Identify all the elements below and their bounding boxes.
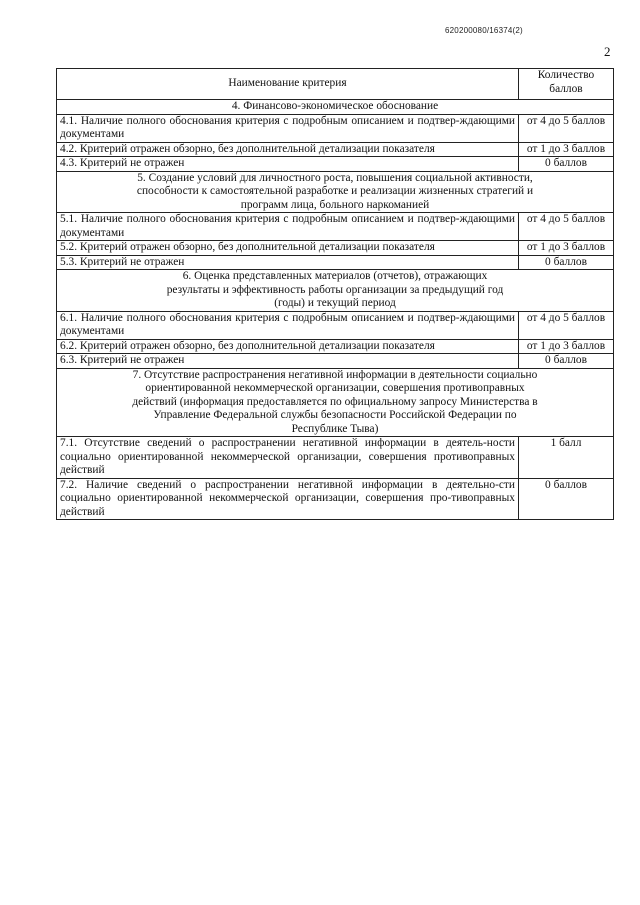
section-title	[57, 368, 614, 437]
criterion-score: от 4 до 5 баллов	[519, 114, 614, 142]
section-title-text: 7. Отсутствие распространения негативной информации в деятельности социально ориентированной некоммерческой организации, совершения противоправных действий (информация предоставляется по официальному запросу Министерства в Управление Федеральной службы безопасности Российской Федерации по Республике Тыва)	[132, 368, 538, 435]
criterion-text: 7.1. Отсутствие сведений о распространении негативной информации в деятель-ности социально ориентированной некоммерческой организации, совершения противоправных действий	[57, 437, 519, 479]
criterion-score: от 4 до 5 баллов	[519, 213, 614, 241]
header-criterion-name: Наименование критерия	[57, 69, 519, 100]
document-code: 620200080/16374(2)	[445, 26, 523, 35]
table-header-row	[57, 69, 614, 100]
criterion-score: 0 баллов	[519, 478, 614, 520]
section-row	[57, 100, 614, 115]
table-row	[57, 354, 614, 369]
table-row	[57, 241, 614, 256]
criterion-text: 4.1. Наличие полного обоснования критерия с подробным описанием и подтвер-ждающими документами	[57, 114, 519, 142]
section-row	[57, 270, 614, 312]
criterion-text: 6.1. Наличие полного обоснования критерия с подробным описанием и подтвер-ждающими документами	[57, 311, 519, 339]
section-row	[57, 368, 614, 437]
criterion-text: 5.3. Критерий не отражен	[57, 255, 519, 270]
section-title-text: 6. Оценка представленных материалов (отчетов), отражающих результаты и эффективность работы организации за предыдущий год (годы) и текущий период	[166, 270, 504, 309]
table-row	[57, 478, 614, 520]
table-row	[57, 114, 614, 142]
table-row	[57, 339, 614, 354]
section-title	[57, 171, 614, 213]
section-row	[57, 171, 614, 213]
criteria-table	[56, 68, 614, 520]
criterion-text: 7.2. Наличие сведений о распространении негативной информации в деятельно-сти социально ориентированной некоммерческой организации, совершения про-тивоправных действий	[57, 478, 519, 520]
table-row	[57, 213, 614, 241]
header-score: Количество баллов	[519, 69, 614, 100]
criterion-score: от 4 до 5 баллов	[519, 311, 614, 339]
table-row	[57, 311, 614, 339]
table-row	[57, 142, 614, 157]
criterion-text: 6.3. Критерий не отражен	[57, 354, 519, 369]
table-row	[57, 437, 614, 479]
section-title-text: 5. Создание условий для личностного роста, повышения социальной активности, способности к самостоятельной разработке и реализации жизненных стратегий и программ лица, больного наркоманией	[136, 171, 534, 211]
criterion-score: 0 баллов	[519, 157, 614, 172]
criterion-score: 1 балл	[519, 437, 614, 479]
criterion-text: 4.2. Критерий отражен обзорно, без дополнительной детализации показателя	[57, 142, 519, 157]
criterion-score: от 1 до 3 баллов	[519, 241, 614, 256]
criterion-score: 0 баллов	[519, 255, 614, 270]
criterion-score: от 1 до 3 баллов	[519, 142, 614, 157]
criterion-text: 5.1. Наличие полного обоснования критерия с подробным описанием и подтвер-ждающими документами	[57, 213, 519, 241]
section-title: 4. Финансово-экономическое обоснование	[57, 100, 614, 115]
criterion-score: 0 баллов	[519, 354, 614, 369]
criterion-text: 4.3. Критерий не отражен	[57, 157, 519, 172]
criterion-text: 6.2. Критерий отражен обзорно, без дополнительной детализации показателя	[57, 339, 519, 354]
criterion-text: 5.2. Критерий отражен обзорно, без дополнительной детализации показателя	[57, 241, 519, 256]
page-number: 2	[604, 44, 611, 59]
criterion-score: от 1 до 3 баллов	[519, 339, 614, 354]
table-row	[57, 157, 614, 172]
section-title	[57, 270, 614, 312]
table-row	[57, 255, 614, 270]
